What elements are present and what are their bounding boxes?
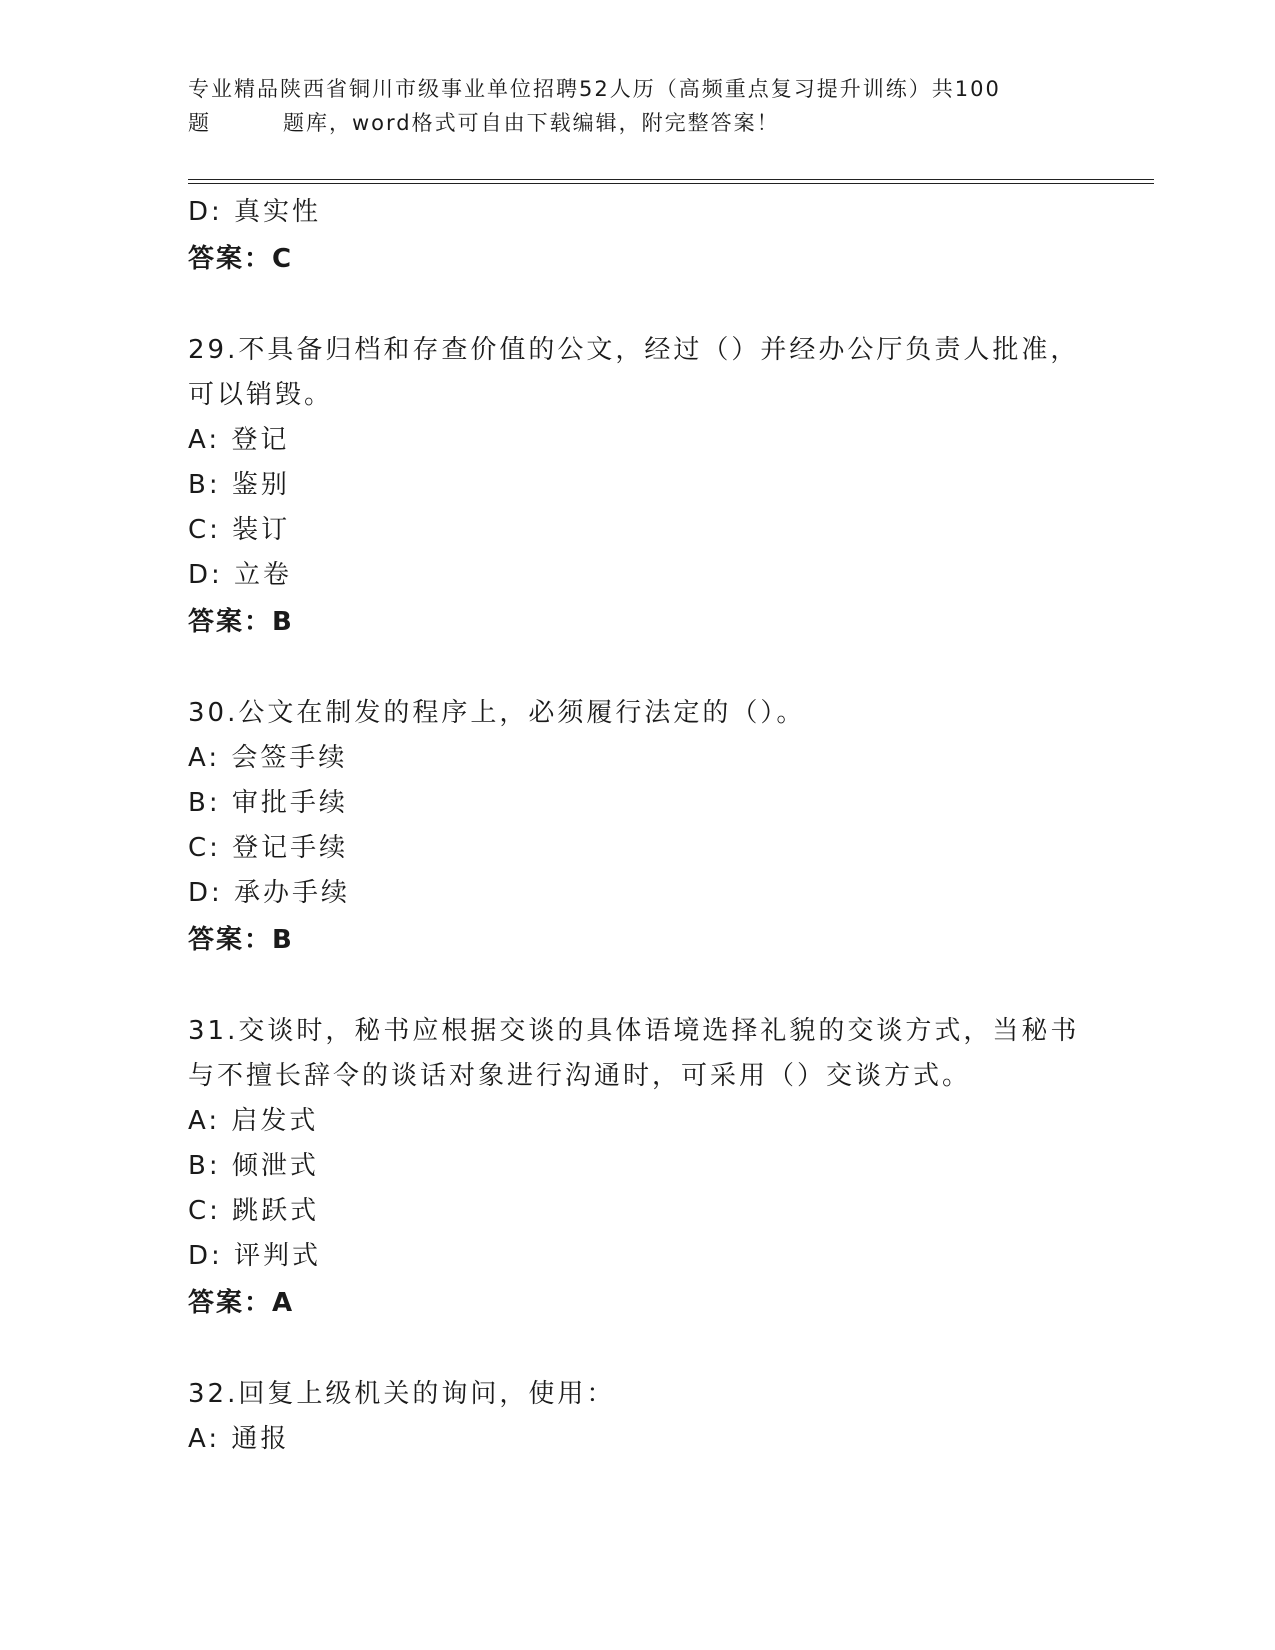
stem-line: 可以销毁。 [188, 380, 334, 410]
option-b: B: 倾泄式 [188, 1151, 319, 1181]
stem-line: 与不擅长辞令的谈话对象进行沟通时，可采用（）交谈方式。 [188, 1061, 972, 1091]
header-title-line1: 专业精品陕西省铜川市级事业单位招聘52人历（高频重点复习提升训练）共100 [188, 77, 1001, 101]
option-b: B: 审批手续 [188, 788, 348, 818]
stem-line: 29.不具备归档和存查价值的公文，经过（）并经办公厅负责人批准， [188, 335, 1080, 365]
option-a: A: 启发式 [188, 1106, 319, 1136]
header-title-fragment: 题 [188, 111, 211, 135]
question-list [188, 190, 1088, 1462]
question-32 [188, 1372, 1088, 1462]
option-d: D: 承办手续 [188, 878, 351, 908]
option-d: D: 立卷 [188, 560, 293, 590]
stem-line: 31.交谈时，秘书应根据交谈的具体语境选择礼貌的交谈方式，当秘书 [188, 1016, 1080, 1046]
header-divider-top [188, 179, 1154, 180]
option-d: D: 真实性 [188, 197, 322, 227]
stem-line: 32.回复上级机关的询问，使用： [188, 1379, 616, 1409]
answer: 答案：B [188, 607, 294, 637]
option-d: D: 评判式 [188, 1241, 322, 1271]
answer: 答案：C [188, 244, 294, 274]
question-stem [188, 1372, 1088, 1417]
option-a: A: 通报 [188, 1424, 290, 1454]
option-b: B: 鉴别 [188, 470, 290, 500]
stem-line: 30.公文在制发的程序上，必须履行法定的（）。 [188, 698, 806, 728]
answer: 答案：B [188, 925, 294, 955]
option-c: C: 跳跃式 [188, 1196, 320, 1226]
question-29 [188, 328, 1088, 646]
option-c: C: 装订 [188, 515, 291, 545]
answer: 答案：A [188, 1288, 295, 1318]
header-title-line2 [188, 106, 1088, 140]
option-a: A: 登记 [188, 425, 290, 455]
question-31 [188, 1009, 1088, 1327]
option-c: C: 登记手续 [188, 833, 349, 863]
question-stem [188, 328, 1088, 418]
header-divider-bottom [188, 183, 1154, 184]
question-stem [188, 1009, 1088, 1099]
option-a: A: 会签手续 [188, 743, 348, 773]
page-header [188, 72, 1088, 140]
header-subtitle: 题库，word格式可自由下载编辑，附完整答案！ [283, 111, 780, 135]
question-30 [188, 691, 1088, 964]
previous-question-fragment [188, 190, 1088, 283]
question-stem [188, 691, 1088, 736]
